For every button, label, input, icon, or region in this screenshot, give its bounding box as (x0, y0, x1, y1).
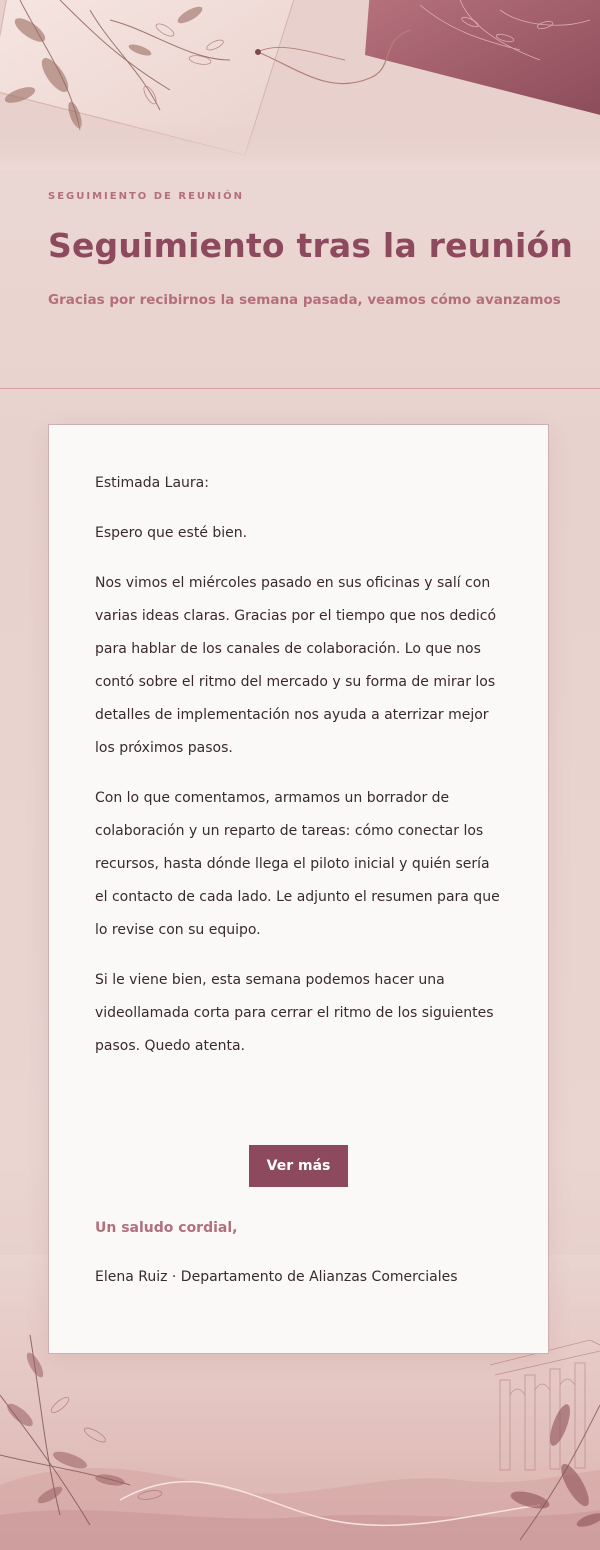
paragraph-4: Si le viene bien, esta semana podemos hacer una videollamada corta para cerrar el ritmo de los siguientes pasos. Quedo atenta. (95, 972, 494, 1054)
paragraph-3: Con lo que comentamos, armamos un borrador de colaboración y un reparto de tareas: cómo conectar los recursos, hasta dónde llega el piloto inicial y quién sería el contacto de cada lado. Le adjunto el resumen para que lo revise con su equipo. (95, 790, 500, 938)
letter-card (48, 424, 549, 1354)
cta-wrapper (49, 1145, 548, 1187)
paragraph-1: Espero que esté bien. (95, 525, 248, 541)
header-divider (0, 388, 600, 389)
closing-line: Un saludo cordial, (95, 1220, 238, 1236)
botanical-envelope-icon (0, 0, 600, 170)
page-title: Seguimiento tras la reunión (48, 226, 574, 265)
signature-line: Elena Ruiz · Departamento de Alianzas Comerciales (95, 1269, 458, 1285)
see-more-button[interactable]: Ver más (249, 1145, 349, 1187)
page-subtitle: Gracias por recibirnos la semana pasada, veamos cómo avanzamos (48, 292, 561, 308)
greeting: Estimada Laura: (95, 475, 209, 491)
letter-body (95, 467, 505, 1080)
eyebrow-label: SEGUIMIENTO DE REUNIÓN (48, 191, 244, 202)
paragraph-2: Nos vimos el miércoles pasado en sus oficinas y salí con varias ideas claras. Gracias por el tiempo que nos dedicó para hablar de los canales de colaboración. Lo que nos contó sobre el ritmo del mercado y su forma de mirar los detalles de implementación nos ayuda a aterrizar mejor los próximos pasos. (95, 575, 497, 756)
